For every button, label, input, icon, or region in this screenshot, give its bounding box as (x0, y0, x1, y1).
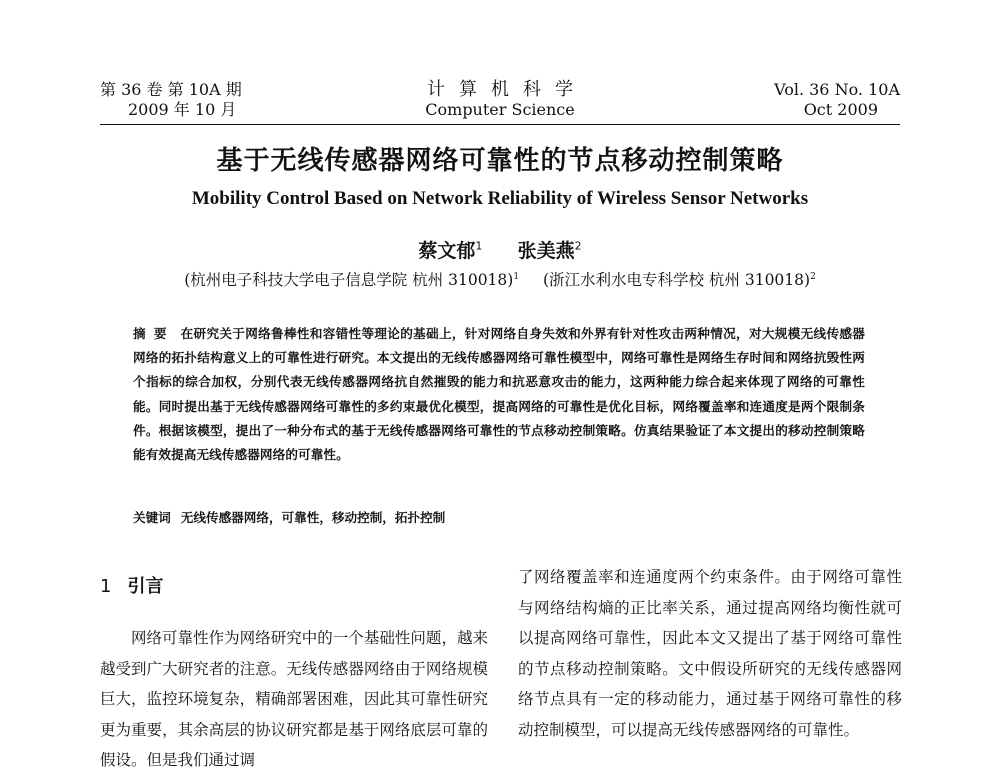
header-rule (100, 124, 900, 125)
journal-header (100, 80, 900, 124)
affiliation-mark: 1 (513, 271, 520, 282)
section-number: 1 (100, 576, 112, 597)
section-heading (100, 572, 163, 598)
abstract-label: 摘要 (133, 326, 175, 341)
body-column-left: 网络可靠性作为网络研究中的一个基础性问题，越来越受到广大研究者的注意。无线传感器网络由于网络规模巨大，监控环境复杂，精确部署困难，因此其可靠性研究更为重要，其余高层的协议研究都是基于网络底层可靠的假设。但是我们通过调 (100, 629, 488, 769)
keywords (133, 506, 865, 530)
journal-name-cn: 计算机科学 (427, 79, 587, 100)
abstract (133, 322, 865, 467)
keywords-label: 关键词 (133, 510, 171, 525)
author-name: 张美燕 (517, 240, 575, 262)
paper-title-cn: 基于无线传感器网络可靠性的节点移动控制策略 (216, 146, 784, 176)
body-column-right: 了网络覆盖率和连通度两个约束条件。由于网络可靠性与网络结构熵的正比率关系，通过提高网络均衡性就可以提高网络可靠性，因此本文又提出了基于网络可靠性的节点移动控制策略。文中假设所研究的无线传感器网络节点具有一定的移动能力，通过基于网络可靠性的移动控制模型，可以提高无线传感器网络的可靠性。 (518, 568, 902, 739)
journal-name-en: Computer Science (425, 100, 575, 119)
issue-date-en: Oct 2009 (803, 100, 878, 119)
paper-title-en: Mobility Control Based on Network Reliability of Wireless Sensor Networks (191, 188, 809, 209)
affiliation-mark: 2 (810, 271, 816, 282)
author-name: 蔡文郁 (418, 240, 476, 262)
volume-en: Vol. 36 No. 10A (774, 80, 900, 99)
author-list (0, 236, 1000, 263)
affiliation: (浙江水利水电专科学校 杭州 310018) (542, 271, 811, 289)
issue-date-cn: 2009 年 10 月 (128, 100, 237, 119)
affiliation: (杭州电子科技大学电子信息学院 杭州 310018) (184, 271, 514, 289)
volume-issue: 第 36 卷 第 10A 期 (100, 80, 242, 99)
affiliation-list (0, 268, 1000, 290)
abstract-text: 在研究关于网络鲁棒性和容错性等理论的基础上，针对网络自身失效和外界有针对性攻击两种情况，对大规模无线传感器网络的拓扑结构意义上的可靠性进行研究。本文提出的无线传感器网络可靠性模型中，网络可靠性是网络生存时间和网络抗毁性两个指标的综合加权，分别代表无线传感器网络抗自然摧毁的能力和抗恶意攻击的能力，这两种能力综合起来体现了网络的可靠性能。同时提出基于无线传感器网络可靠性的多约束最优化模型，提高网络的可靠性是优化目标，网络覆盖率和连通度是两个限制条件。根据该模型，提出了一种分布式的基于无线传感器网络可靠性的节点移动控制策略。仿真结果验证了本文提出的移动控制策略能有效提高无线传感器网络的可靠性。 (133, 326, 865, 463)
keywords-text: 无线传感器网络，可靠性，移动控制，拓扑控制 (180, 510, 446, 525)
section-title: 引言 (127, 576, 164, 597)
author-mark: 2 (574, 239, 582, 253)
author-mark: 1 (475, 239, 483, 253)
journal-volume-block (774, 80, 900, 120)
